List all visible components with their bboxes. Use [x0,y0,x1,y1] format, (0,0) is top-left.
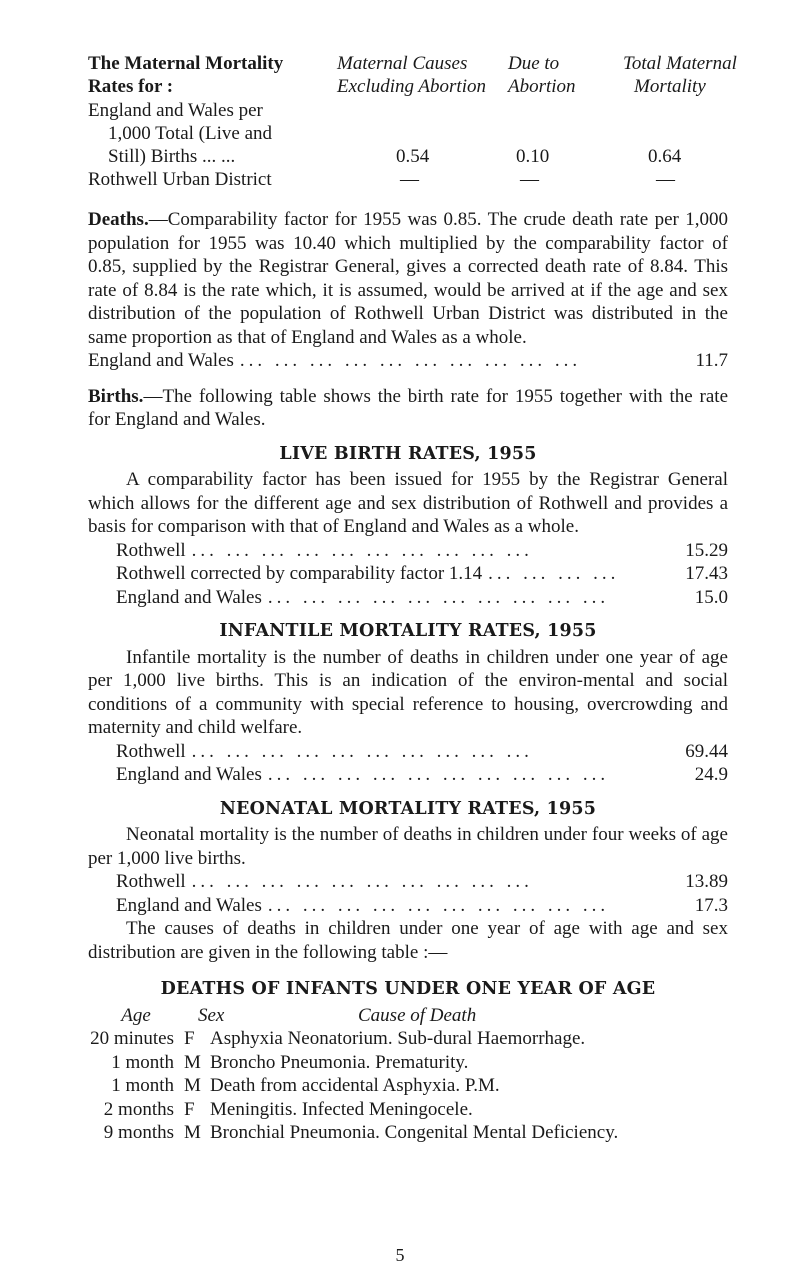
deaths-text: —Comparability factor for 1955 was 0.85. The crude death rate per 1,000 population for 1955 was 10.40 which multiplied by the comparability factor of 0.85, supplied by the Registrar General, gives a corrected death rate of 8.84. This rate of 8.84 is the rate which, it is assumed, would be arrived at if the age and sex distribution of the population of Rothwell Urban District was distributed in the same proportion as that of England and Wales as a whole. [88,209,728,348]
rate-label: Rothwell [116,871,186,892]
rate-label: Rothwell [116,539,186,561]
table-row [88,1051,728,1075]
value-cell: 0.10 [516,146,550,167]
births-paragraph [88,385,728,432]
rate-value: 13.89 [685,871,728,892]
rate-value: 11.7 [695,350,728,371]
leader-dots: ... ... ... ... ... ... ... ... ... ... [191,539,533,561]
sex-cell: F [184,1098,195,1120]
infant-deaths-table [88,1004,728,1145]
col-header-due-to: Due to [508,53,560,74]
leader-dots: ... ... ... ... ... ... ... ... ... ... [267,586,610,608]
rate-label: Rothwell corrected by comparability factor 1.14 [116,563,483,584]
row-label: Still) Births ... ... [108,146,236,167]
rate-row [116,870,728,894]
births-text: —The following table shows the birth rate for 1955 together with the rate for England and Wales. [88,385,728,430]
sex-cell: M [184,1122,201,1143]
row-label: Rothwell Urban District [88,169,272,190]
cause-cell: Death from accidental Asphyxia. P.M. [210,1075,500,1096]
deaths-heading: Deaths. [88,209,149,230]
page-number: 5 [395,1245,405,1265]
rate-value: 15.29 [685,539,728,561]
live-birth-text: A comparability factor has been issued for 1955 by the Registrar General which allows for the different age and sex distribution of Rothwell and provides a basis for comparison with that of England and Wales as a whole. [88,469,728,537]
rate-label: England and Wales [116,586,262,608]
row-label: England and Wales per [88,100,263,121]
cause-cell: Meningitis. Infected Meningocele. [210,1098,473,1120]
col-header-sex: Sex [198,1004,225,1026]
leader-dots: ... ... ... ... ... ... ... ... ... ... [239,350,582,371]
infantile-text: Infantile mortality is the number of deaths in children under one year of age per 1,000 live births. This is an indication of the environ-mental and social conditions of a community with special reference to housing, overcrowding and maternity and child welfare. [88,646,728,738]
deaths-rate-row [88,349,728,373]
value-cell: — [520,169,539,190]
neonatal-heading: NEONATAL MORTALITY RATES, 1955 [219,798,597,819]
col-header-maternal-causes: Maternal Causes [337,53,468,74]
leader-dots: ... ... ... ... ... ... ... ... ... ... [267,764,610,785]
rate-value: 17.43 [685,563,728,584]
table-row [88,1027,728,1051]
maternal-title-line1: The Maternal Mortality [88,53,284,74]
col-header-cause: Cause of Death [358,1004,477,1026]
sex-cell: M [184,1051,201,1073]
value-cell: 0.54 [396,146,430,167]
table-row [88,1098,728,1122]
cause-cell: Asphyxia Neonatorium. Sub-dural Haemorrhage. [210,1028,586,1049]
live-birth-heading: LIVE BIRTH RATES, 1955 [279,443,537,464]
col-header-total-maternal: Total Maternal [623,53,737,74]
maternal-mortality-table [88,52,737,202]
age-cell: 1 month [111,1075,174,1096]
leader-dots: ... ... ... ... ... ... ... ... ... ... [191,871,533,892]
rate-value: 69.44 [685,740,728,762]
infant-deaths-heading: DEATHS OF INFANTS UNDER ONE YEAR OF AGE [160,979,656,999]
rate-value: 15.0 [694,586,728,608]
col-header-age: Age [121,1004,151,1026]
rate-value: 17.3 [694,894,728,916]
cause-cell: Bronchial Pneumonia. Congenital Mental Deficiency. [210,1122,619,1143]
rate-row [116,894,728,918]
deaths-paragraph [88,208,728,349]
neonatal-text2: The causes of deaths in children under one year of age with age and sex distribution are given in the following table :— [88,918,728,963]
rate-label: Rothwell [116,740,186,762]
table-row [88,1121,728,1145]
rate-row [116,539,728,563]
row-label: 1,000 Total (Live and [108,123,273,144]
value-cell: 0.64 [648,146,682,167]
rate-row [116,740,728,764]
rate-row [116,562,728,586]
infantile-heading: INFANTILE MORTALITY RATES, 1955 [219,621,597,641]
value-cell: — [656,169,675,190]
col-header-mortality: Mortality [634,76,706,97]
col-header-excluding-abortion: Excluding Abortion [337,76,486,97]
value-cell: — [400,169,419,190]
leader-dots: ... ... ... ... ... ... ... ... ... ... [191,740,533,762]
neonatal-text: Neonatal mortality is the number of deaths in children under four weeks of age per 1,000 live births. [88,824,728,869]
table-row [88,1074,728,1098]
leader-dots: ... ... ... ... [488,563,620,584]
age-cell: 1 month [111,1051,174,1073]
sex-cell: M [184,1075,201,1096]
table-header [88,1004,728,1028]
births-heading: Births. [88,385,144,407]
maternal-title-line2: Rates for : [88,76,174,97]
rate-row [116,586,728,610]
rate-label: England and Wales [116,764,262,785]
age-cell: 20 minutes [90,1028,174,1049]
leader-dots: ... ... ... ... ... ... ... ... ... ... [267,894,610,916]
rate-value: 24.9 [694,764,728,785]
rate-label: England and Wales [88,350,234,371]
document-page [88,52,737,1145]
col-header-abortion: Abortion [508,76,576,97]
cause-cell: Broncho Pneumonia. Prematurity. [210,1051,469,1073]
age-cell: 2 months [103,1098,174,1120]
sex-cell: F [184,1028,195,1049]
age-cell: 9 months [103,1122,174,1143]
rate-label: England and Wales [116,894,262,916]
rate-row [116,763,728,787]
